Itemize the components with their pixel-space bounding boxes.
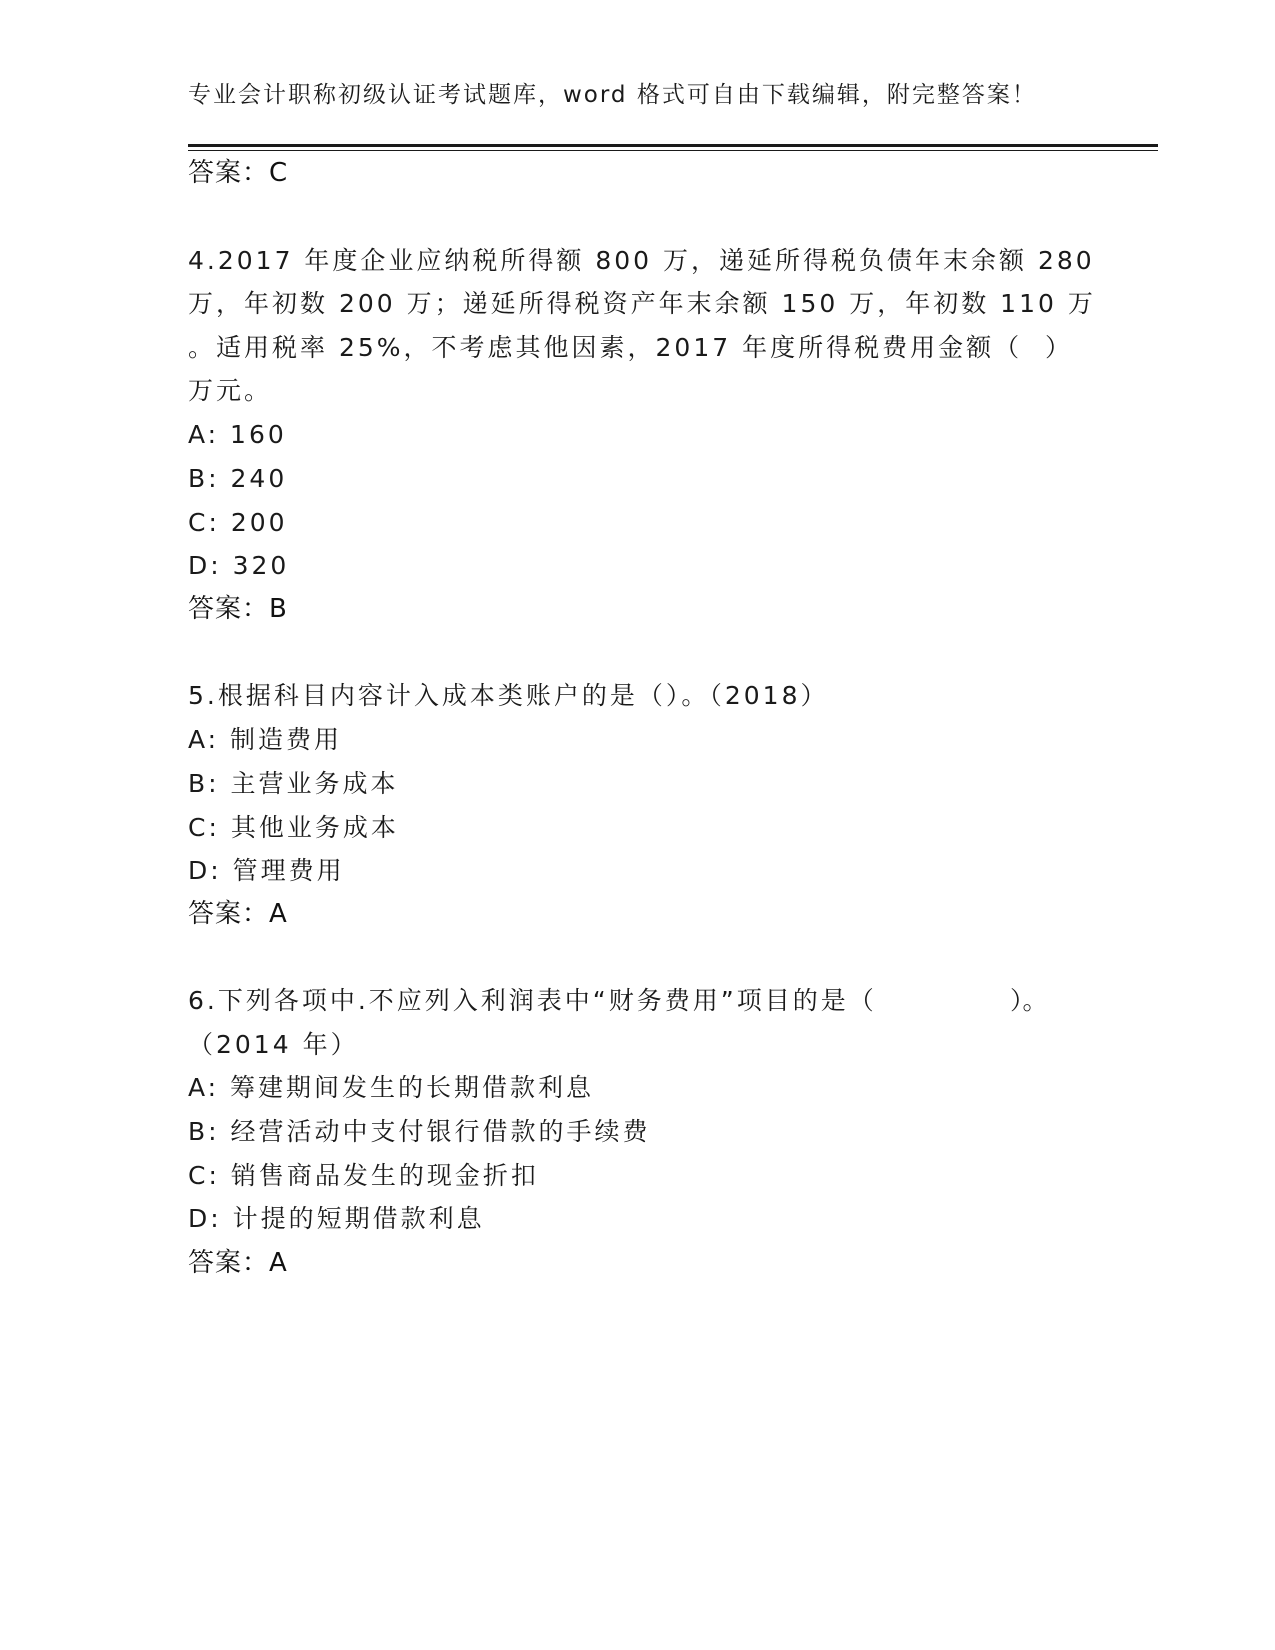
- question-answer: 答案：A: [188, 899, 288, 929]
- question-stem-line: 万元。: [188, 376, 273, 405]
- question-stem-line: 万，年初数 200 万；递延所得税资产年末余额 150 万，年初数 110 万: [188, 289, 1096, 318]
- option-b: B: 主营业务成本: [188, 769, 399, 798]
- question-stem-line: 6.下列各项中.不应列入利润表中“财务费用”项目的是（: [188, 986, 877, 1015]
- header-rule-thin: [188, 150, 1158, 151]
- question-answer: 答案：A: [188, 1248, 288, 1278]
- option-c: C: 200: [188, 508, 288, 537]
- prev-answer: 答案：C: [188, 158, 289, 188]
- header-rule-thick: [188, 144, 1158, 147]
- option-c: C: 销售商品发生的现金折扣: [188, 1161, 539, 1190]
- option-a: A: 制造费用: [188, 725, 343, 754]
- option-c: C: 其他业务成本: [188, 813, 399, 842]
- question-stem-line: 。适用税率 25%，不考虑其他因素，2017 年度所得税费用金额（: [188, 333, 1023, 362]
- option-a: A: 筹建期间发生的长期借款利息: [188, 1073, 595, 1102]
- question-stem-tail: ）。: [1010, 986, 1048, 1015]
- question-stem-line: 5.根据科目内容计入成本类账户的是（）。（2018）: [188, 681, 829, 710]
- question-stem-line: 4.2017 年度企业应纳税所得额 800 万，递延所得税负债年末余额 280: [188, 246, 1095, 275]
- page-header: 专业会计职称初级认证考试题库，word 格式可自由下载编辑，附完整答案！: [188, 82, 1037, 108]
- option-b: B: 经营活动中支付银行借款的手续费: [188, 1117, 651, 1146]
- option-d: D: 计提的短期借款利息: [188, 1204, 485, 1233]
- option-d: D: 管理费用: [188, 856, 345, 885]
- question-answer: 答案：B: [188, 594, 288, 624]
- option-b: B: 240: [188, 464, 288, 493]
- question-stem-tail: ）: [1045, 333, 1071, 362]
- option-d: D: 320: [188, 551, 290, 580]
- option-a: A: 160: [188, 420, 287, 449]
- question-stem-line: （2014 年）: [188, 1030, 359, 1059]
